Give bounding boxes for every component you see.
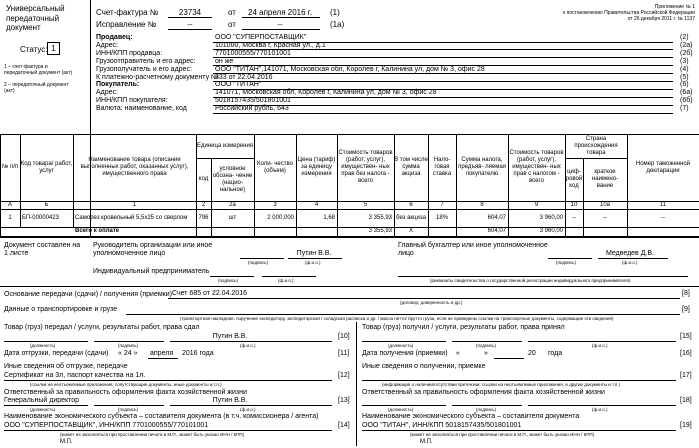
table-cell-country-name: --: [603, 214, 607, 221]
col-number: 10: [570, 201, 578, 208]
party-value: ООО "СУПЕРПОСТАВЩИК": [215, 34, 307, 41]
entity-left-caption: (может не заполняться при проставлении печати в М.П., может быть указан ИНН / КПП): [60, 432, 245, 437]
resp-right-position-caption: (должность): [388, 407, 414, 412]
party-ref: (2б): [680, 49, 693, 57]
status-note-2: 2 – передаточный документ (акт): [4, 82, 69, 94]
correction-number: --: [187, 20, 193, 29]
col-number: 4: [314, 201, 319, 208]
party-label: Грузоотправитель и его адрес:: [96, 57, 196, 65]
party-ref: (6а): [680, 89, 693, 97]
recv-year-word: года: [548, 350, 563, 357]
party-label: Адрес:: [96, 89, 118, 97]
resp-right-sign-caption: (подпись): [476, 407, 497, 412]
ref-10: [10]: [338, 333, 350, 340]
resp-left-sign-caption: (подпись): [118, 407, 139, 412]
col-number: 11: [659, 201, 667, 208]
ref-18: [18]: [680, 397, 692, 404]
head-name: Путин В.В.: [296, 250, 332, 257]
table-cell-customs: --: [661, 214, 665, 221]
head-fio-caption: (ф.и.о.): [305, 260, 321, 265]
ref-13: [13]: [338, 397, 350, 404]
col-header-num: № п/п: [1, 164, 19, 170]
total-cost-with-tax: 3 960,00: [539, 228, 563, 234]
status-box: 1: [47, 42, 60, 55]
table-cell-tax: 604,07: [487, 214, 506, 221]
party-value: 141071, Московская обл, Королев г, Калинина ул, дом № 3, офис 28: [215, 89, 437, 97]
ip-fio-caption: (ф.и.о.): [278, 278, 294, 283]
invoice-label: Счет-фактура №: [96, 8, 159, 17]
col-header-cost-no-tax: Стоимость товаров (работ, услуг), имуществен- ных прав без налога - всего: [338, 150, 393, 184]
col-number: 2а: [229, 201, 236, 208]
invoice-ref: (1): [330, 8, 340, 17]
col-number: 10а: [599, 201, 610, 208]
ship-year: 2016 года: [182, 350, 214, 357]
basis-caption: (договор; доверенность и др.): [400, 300, 463, 305]
table-cell-unit-name: шт: [228, 214, 237, 221]
resp-left-label: Ответственный за правильность оформления факта хозяйственной жизни: [4, 389, 247, 396]
annex-line-2: к постановлению Правительства Российской Федерации: [563, 10, 695, 16]
accountant-fio-caption: (ф.и.о.): [622, 260, 638, 265]
table-cell-country-code: --: [572, 214, 576, 221]
party-label: Грузополучатель и его адрес:: [96, 65, 192, 73]
passed-label: Товар (груз) передал / услуги, результаты работ, права сдал: [4, 324, 200, 331]
col-number: 9: [534, 201, 539, 208]
accountant-sign-caption: (подпись): [556, 260, 577, 265]
col-number: А: [7, 201, 12, 208]
col-header-price: Цена (тариф) за единицу измерения: [297, 157, 336, 177]
transport-ref: [9]: [682, 306, 690, 313]
ref-19: [19]: [680, 422, 692, 429]
ref-14: [14]: [338, 422, 350, 429]
party-value: ООО "ТИТАН": [215, 81, 262, 89]
accountant-name: Медведев Д.В.: [605, 250, 655, 257]
col-number: Б: [44, 201, 49, 208]
basis-ref: [8]: [682, 290, 690, 297]
entity-right-value: ООО "ТИТАН", ИНН/КПП 5018157435/501801001: [362, 422, 522, 429]
resp-left-fio-caption: (ф.и.о.): [240, 407, 256, 412]
other-recv-label: Иные сведения о получении, приемке: [362, 363, 486, 370]
basis-value: Счет 685 от 22.04.2016: [172, 290, 247, 297]
entity-right-label: Наименование экономического субъекта – составителя документа: [362, 413, 580, 420]
ship-month: апреля: [150, 350, 174, 357]
party-label: Покупатель:: [96, 81, 140, 89]
received-sign-caption: (подпись): [476, 343, 497, 348]
party-label: Продавец:: [96, 34, 133, 41]
basis-label: Основание передачи (сдачи) / получения (приемки): [4, 291, 172, 298]
col-header-customs: Номер таможенной декларации: [635, 160, 691, 174]
annex-line-3: от 26 декабря 2011 г. № 1137: [627, 16, 695, 22]
col-header-unit-name: условное обозна- чение (нацио- нальное): [212, 165, 253, 193]
passed-sign-caption: (подпись): [118, 343, 139, 348]
table-cell-cost-with-tax: 3 960,00: [539, 214, 563, 221]
ship-day: « 24 »: [118, 350, 138, 357]
col-number: 2: [201, 201, 206, 208]
party-ref: (6): [680, 81, 689, 89]
party-ref: (2а): [680, 41, 693, 49]
resp-left-position: Генеральный директор: [4, 397, 80, 404]
invoice-date: 24 апреля 2016 г.: [248, 8, 312, 17]
party-value: он же: [215, 57, 234, 65]
doc-sheets-note: Документ составлен на 1 листе: [4, 242, 81, 257]
ship-date-label: Дата отгрузки, передачи (сдачи): [4, 350, 109, 357]
transport-caption: (транспортная накладная, поручение экспедитору, экспедиторская / складская расписка и др. / масса нетто/ брутто груза, если не приведены ссылки на транспортные документы, содержащие эти сведения): [180, 316, 614, 321]
col-number: 8: [480, 201, 484, 208]
party-ref: (4): [680, 65, 689, 73]
invoice-number: 23734: [178, 8, 202, 17]
party-label: Адрес:: [96, 41, 118, 49]
entity-left-label: Наименование экономического субъекта – составителя документа (в т.ч. комиссионера / агента): [4, 413, 319, 420]
col-number: 1: [132, 201, 137, 208]
status-note-1: 1 – счет-фактура и передаточный документ (акт): [4, 64, 73, 76]
party-value: 7701000555/770101001: [215, 49, 291, 57]
party-label: К платежно-расчетному документу №: [96, 73, 219, 81]
col-header-country-group: Страна происхождения товара: [574, 135, 618, 156]
resp-right-fio-caption: (ф.и.о.): [592, 407, 608, 412]
resp-left-position-caption: (должность): [30, 407, 56, 412]
party-value: ООО "ТИТАН",141071, Московская обл, Королев г, Калинина ул, дом № 3, офис 28: [215, 65, 485, 73]
col-header-qty: Коли- чество (объем): [257, 160, 293, 174]
head-sign-caption: (подпись): [248, 260, 269, 265]
table-cell-price: 1,68: [323, 214, 335, 221]
entity-right-caption: (может не заполняться при проставлении печати в М.П., может быть указан ИНН / КПП): [410, 432, 595, 437]
ref-15: [15]: [680, 333, 692, 340]
transport-label: Данные о транспортировке и грузе: [4, 306, 118, 313]
col-number: 5: [363, 201, 368, 208]
recv-date-label: Дата получения (приемки): [362, 350, 448, 357]
status-label: Статус:: [20, 45, 48, 54]
table-cell-unit-code: 796: [198, 214, 209, 221]
other-recv-caption: (информация о наличии/отсутствии претензии; ссылки на неотъемлемые приложения, и другие документы и т.п.): [382, 382, 621, 387]
accountant-label: Главный бухгалтер или иное уполномоченное лицо: [398, 242, 548, 257]
head-label: Руководитель организации или иное уполномоченное лицо: [93, 242, 213, 257]
mp-right: М.П.: [420, 439, 433, 445]
party-label: Валюта: наименование, код: [96, 105, 187, 113]
col-header-cost-with-tax: Стоимость товаров (работ, услуг), имуществен- ных прав с налогом - всего: [509, 150, 564, 184]
party-value: 101000, Москва г, Красная ул., д.1: [215, 41, 326, 49]
party-label: ИНН/КПП продавца:: [96, 49, 163, 57]
recv-day-close: »: [484, 350, 488, 357]
col-header-code: Код товара/ работ, услуг: [20, 160, 73, 174]
table-cell-rate: 18%: [435, 214, 448, 221]
ip-label: Индивидуальный предприниматель: [93, 268, 210, 275]
total-cost-no-tax: 3 355,93: [368, 228, 392, 234]
passed-position-caption: (должность): [30, 343, 56, 348]
col-header-excise: В том числе сумма акциза: [394, 157, 428, 177]
col-header-country-code: циф- ровой код: [565, 169, 583, 189]
col-number: 6: [409, 201, 413, 208]
table-cell-cost-no-tax: 3 355,93: [368, 214, 392, 221]
invoice-from: от: [228, 8, 236, 17]
col-number: 3: [273, 201, 277, 208]
party-label: ИНН/КПП покупателя:: [96, 97, 168, 105]
total-tax: 604,07: [487, 228, 506, 234]
col-number: 7: [440, 201, 444, 208]
passed-fio-caption: (ф.и.о.): [240, 343, 256, 348]
correction-date: --: [277, 20, 283, 29]
party-ref: (3): [680, 57, 689, 65]
table-cell-qty: 2 000,000: [267, 214, 294, 221]
party-value: Российский рубль, 643: [215, 105, 289, 113]
ip-sign-caption: (подпись): [218, 278, 239, 283]
document-title: Универсальный передаточный документ: [6, 4, 65, 32]
party-ref: (7): [680, 105, 689, 113]
table-cell-num: 1: [8, 214, 12, 221]
annex-line-1: Приложение № 1: [654, 4, 695, 10]
total-label: Всего к оплате: [75, 228, 120, 234]
mp-left: М.П.: [60, 439, 73, 445]
ref-12: [12]: [338, 372, 350, 379]
table-cell-code: БП-00000423: [22, 214, 59, 221]
received-fio-caption: (ф.и.о.): [592, 343, 608, 348]
table-cell-name: Саморез кровельный 5,5х25 со сверлом: [75, 214, 188, 221]
col-header-tax: Сумма налога, предъяв- ляемая покупателю: [458, 157, 506, 177]
ref-17: [17]: [680, 372, 692, 379]
total-excise: Х: [408, 228, 413, 234]
party-ref: (6б): [680, 97, 693, 105]
party-value: 5018157435/501801001: [215, 97, 291, 105]
col-header-country-name: краткое наимено- вание: [591, 169, 619, 189]
ip-reg-caption: (реквизиты свидетельства о государственной регистрации индивидуального предпринимателя): [430, 278, 631, 283]
recv-year-num: 20: [528, 350, 536, 357]
other-ship-label: Иные сведения об отгрузке, передаче: [4, 363, 128, 370]
received-label: Товар (груз) получил / услуги, результаты работ, права принял: [362, 324, 565, 331]
ref-16: [16]: [680, 350, 692, 357]
received-position-caption: (должность): [388, 343, 414, 348]
party-ref: (2): [680, 34, 689, 41]
other-ship-caption: (ссылки на неотъемлемые приложения, сопутствующие документы, иные документы и т.п.): [30, 382, 222, 387]
correction-label: Исправление №: [96, 20, 157, 29]
col-header-unit-code: код: [198, 176, 209, 182]
party-ref: (5): [680, 73, 689, 81]
correction-ref: (1а): [330, 20, 345, 29]
recv-day-open: «: [456, 350, 460, 357]
resp-left-name: Путин В.В.: [212, 397, 248, 404]
entity-left-value: ООО "СУПЕРПОСТАВЩИК", ИНН/КПП 7701000555/770101001: [4, 422, 209, 429]
party-value: 333 от 22.04.2016: [215, 73, 273, 81]
resp-right-label: Ответственный за правильность оформления факта хозяйственной жизни: [362, 389, 605, 396]
col-header-unit-group: Единица измерения: [196, 142, 254, 149]
correction-from: от: [228, 20, 236, 29]
ref-11: [11]: [338, 350, 350, 357]
other-ship-value: Сертификат на 3л, паспорт качества на 1л.: [4, 372, 146, 379]
col-header-rate: Нало- говая ставка: [432, 157, 452, 177]
table-cell-excise: без акциза: [396, 214, 426, 221]
col-header-name: Наименование товара (описание выполненных работ, оказанных услуг), имущественного права: [80, 157, 189, 177]
passed-name: Путин В.В.: [212, 333, 248, 340]
